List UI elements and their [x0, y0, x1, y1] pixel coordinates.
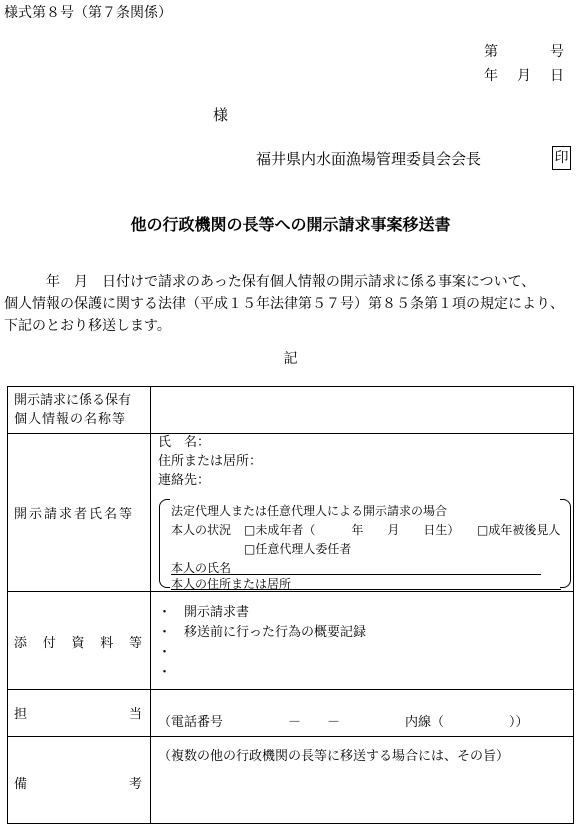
body-text — [0, 271, 581, 337]
row-divider-3 — [8, 689, 573, 690]
seal-mark: 印 — [552, 146, 571, 170]
date-year: 年 — [484, 68, 498, 84]
proxy-agent-checkbox: □任意代理人委任者 — [244, 542, 352, 556]
row3-label: 添 付 資 料 等 — [14, 636, 142, 651]
proxy-bracket-right — [560, 499, 571, 588]
proxy-minor-checkbox: □未成年者（ 年 月 日生） — [244, 523, 460, 537]
row5-label: 備 考 — [14, 777, 142, 792]
document-title: 他の行政機関の長等への開示請求事案移送書 — [130, 215, 451, 234]
row1-label-line1: 開示請求に係る保有 — [14, 393, 132, 408]
proxy-title: 法定代理人または任意代理人による開示請求の場合 — [171, 504, 448, 518]
requester-info — [158, 433, 262, 490]
remarks-note: （複数の他の行政機関の長等に移送する場合には、その旨） — [158, 749, 510, 764]
row1-label-line2: 個人情報の名称等 — [14, 412, 127, 427]
row2-label: 開示請求者氏名等 — [14, 507, 135, 522]
attachment-list — [158, 603, 366, 683]
form-number: 様式第８号（第７条関係） — [4, 5, 172, 21]
sender-title: 福井県内水面漁場管理委員会会長 — [256, 150, 482, 168]
proxy-request-box — [159, 499, 571, 591]
addressee: 様 — [213, 106, 229, 124]
attachment-item-3: ・ — [158, 645, 172, 660]
proxy-person-name: 本人の氏名 — [171, 561, 232, 575]
requester-name-field: 氏 名： — [158, 435, 211, 450]
proxy-person-address: 本人の住所または居所 — [171, 577, 292, 591]
number-suffix: 号 — [550, 44, 564, 60]
row4-label: 担 当 — [14, 707, 142, 722]
body-line-2: 個人情報の保護に関する法律（平成１５年法律第５７号）第８５条第１項の規定により、 — [4, 296, 564, 312]
attachment-item-4: ・ — [158, 665, 172, 680]
number-prefix: 第 — [484, 44, 498, 60]
column-divider — [150, 387, 151, 823]
requester-contact-field: 連絡先： — [158, 473, 211, 488]
document-number-row — [484, 40, 564, 64]
attachment-item-1: ・ 開示請求書 — [158, 605, 250, 620]
contact-phone: （電話番号 － － 内線（ ）） — [158, 715, 529, 730]
requester-address-field: 住所または居所： — [158, 454, 263, 469]
body-line-3: 下記のとおり移送します。 — [4, 318, 171, 334]
body-line-1: 年 月 日付けで請求のあった保有個人情報の開示請求に係る事案について、 — [4, 274, 536, 290]
proxy-ward-checkbox: □成年被後見人 — [477, 523, 561, 537]
date-row — [484, 64, 564, 88]
document-number-block — [484, 40, 564, 88]
date-month: 月 — [517, 68, 531, 84]
row1-label — [14, 391, 142, 429]
date-day: 日 — [550, 68, 564, 84]
person-address-underline — [171, 589, 561, 590]
transfer-table — [7, 386, 574, 824]
proxy-bracket-left — [159, 499, 170, 588]
ki-heading: 記 — [283, 351, 298, 367]
row-divider-4 — [8, 736, 573, 737]
attachment-item-2: ・ 移送前に行った行為の概要記録 — [158, 625, 367, 640]
proxy-status-label: 本人の状況 — [171, 523, 232, 537]
row-divider-1 — [8, 433, 573, 434]
